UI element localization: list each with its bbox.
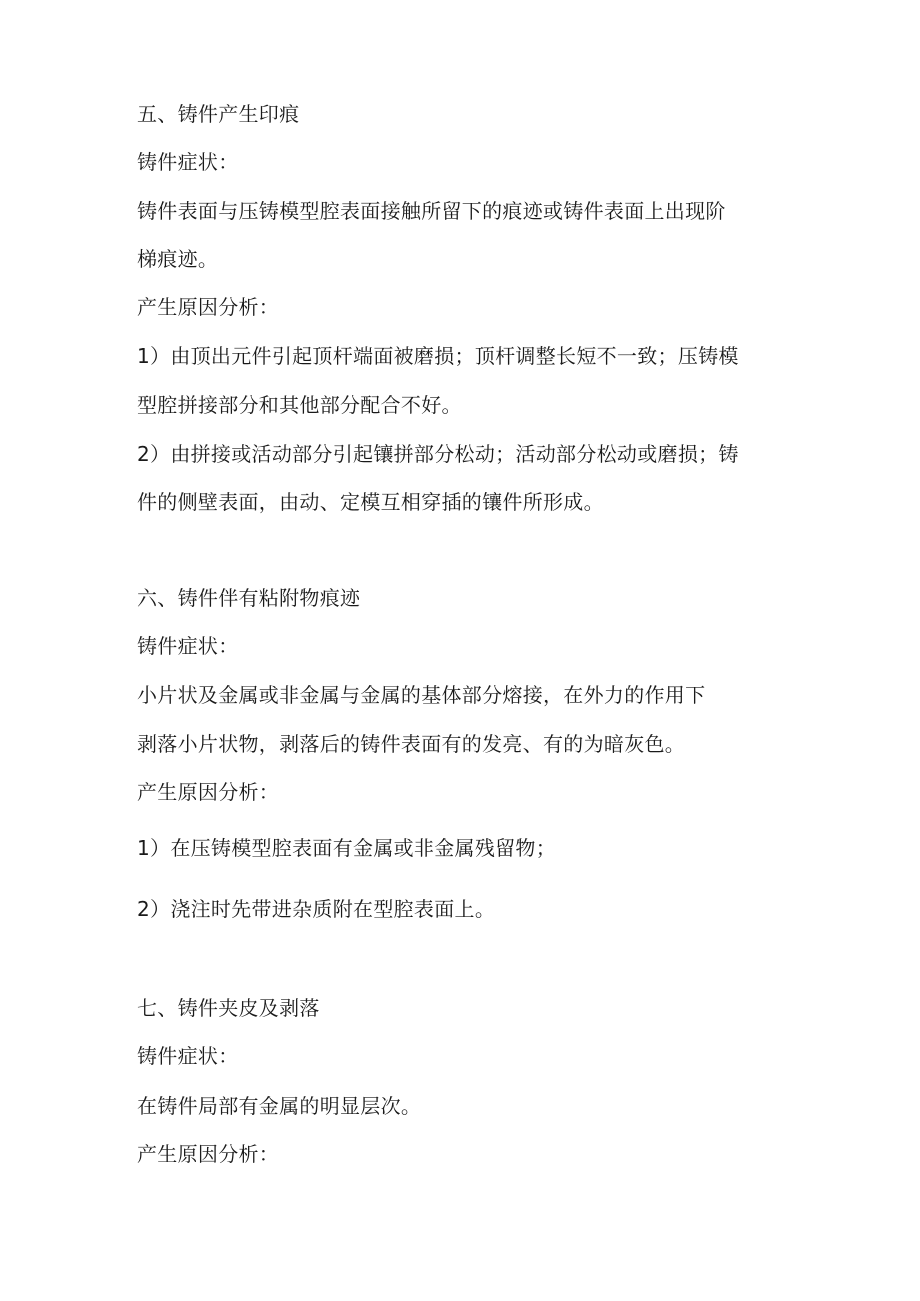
section7-heading: 七、铸件夹皮及剥落 <box>137 996 320 1020</box>
section7-symptom-line1: 在铸件局部有金属的明显层次。 <box>137 1094 422 1118</box>
section6-cause1: 1）在压铸模型腔表面有金属或非金属残留物； <box>137 836 557 860</box>
section7-symptom-label: 铸件症状： <box>137 1044 239 1068</box>
section5-cause1-line2: 型腔拼接部分和其他部分配合不好。 <box>137 393 462 417</box>
section6-symptom-line2: 剥落小片状物，剥落后的铸件表面有的发亮、有的为暗灰色。 <box>137 732 686 756</box>
section6-heading: 六、铸件伴有粘附物痕迹 <box>137 586 361 610</box>
section6-cause-label: 产生原因分析： <box>137 780 280 804</box>
section5-symptom-line1: 铸件表面与压铸模型腔表面接触所留下的痕迹或铸件表面上出现阶 <box>137 199 726 223</box>
section7-cause-label: 产生原因分析： <box>137 1142 280 1166</box>
section5-cause1-line1: 1）由顶出元件引起顶杆端面被磨损；顶杆调整长短不一致；压铸模 <box>137 344 739 368</box>
section5-cause2-line2: 件的侧壁表面，由动、定模互相穿插的镶件所形成。 <box>137 490 604 514</box>
section5-symptom-line2: 梯痕迹。 <box>137 247 219 271</box>
section6-symptom-line1: 小片状及金属或非金属与金属的基体部分熔接，在外力的作用下 <box>137 683 706 707</box>
section5-symptom-label: 铸件症状： <box>137 150 239 174</box>
section5-heading: 五、铸件产生印痕 <box>137 102 300 126</box>
section6-cause2: 2）浇注时先带进杂质附在型腔表面上。 <box>137 897 496 921</box>
section5-cause2-line1: 2）由拼接或活动部分引起镶拼部分松动；活动部分松动或磨损；铸 <box>137 442 739 466</box>
section5-cause-label: 产生原因分析： <box>137 295 280 319</box>
section6-symptom-label: 铸件症状： <box>137 634 239 658</box>
